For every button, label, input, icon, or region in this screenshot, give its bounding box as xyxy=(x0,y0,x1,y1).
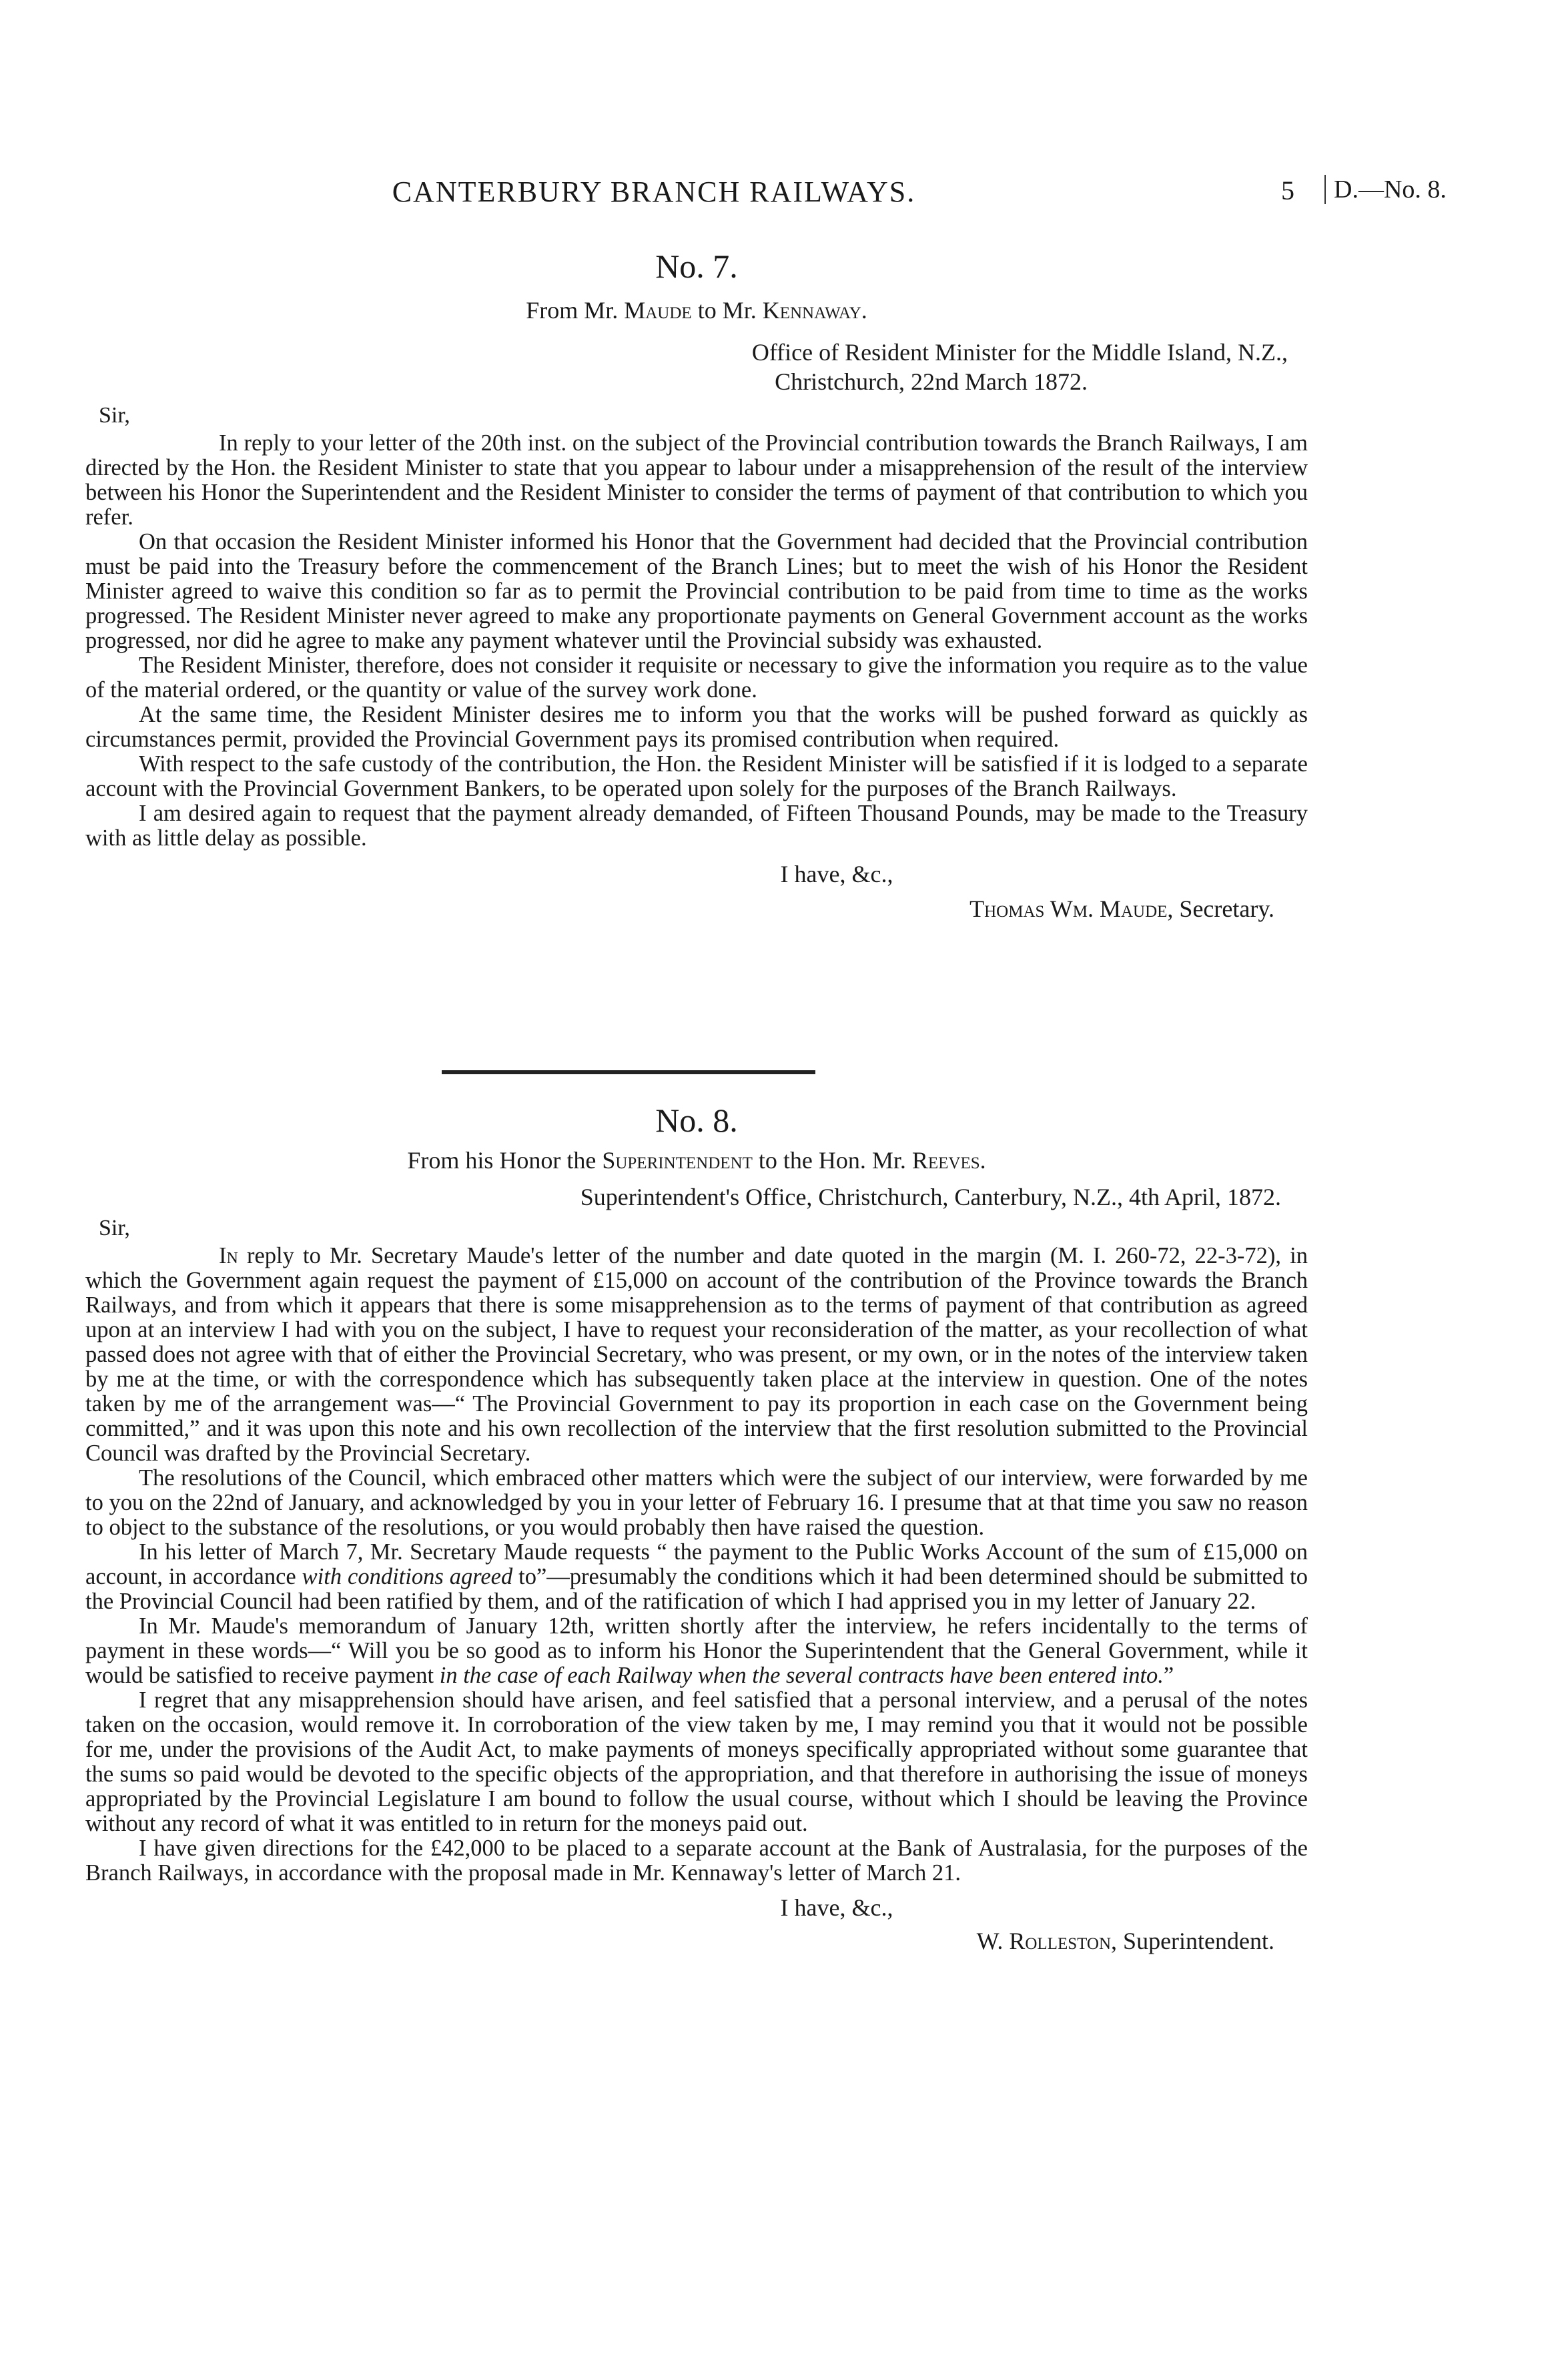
letter-7-salutation: Sir, xyxy=(99,403,130,428)
letter-8-signature: W. Rolleston, Superintendent. xyxy=(976,1928,1274,1954)
letter-7-from-line: From Mr. Maude to Mr. Kennaway. xyxy=(526,297,867,324)
letter-7-paragraph: At the same time, the Resident Minister desires me to inform you that the works will be pushed forward as quickly as circumstances permit, provided the Provincial Government pays its promised contribution when required. xyxy=(85,702,1308,752)
letter-7-paragraph: The Resident Minister, therefore, does not consider it requisite or necessary to give the information you require as to the value of the material ordered, or the quantity or value of the survey work done. xyxy=(85,653,1308,703)
letter-8-paragraph: I regret that any misapprehension should have arisen, and feel satisfied that a personal interview, and a perusal of the notes taken on the occasion, would remove it. In corroboration of the view taken by me, I may remind you that it would not be possible for me, under the provisions of the Audit Act, to make payments of moneys specifically appropriated without some guarantee that the sums so paid would be devoted to the specific objects of the appropriation, and that therefore in authorising the issue of moneys appropriated by the Provincial Legislature I am bound to follow the usual course, without which I should be leaving the Province without any record of what it was entitled to in return for the moneys paid out. xyxy=(85,1687,1308,1836)
letter-7-paragraph: In reply to your letter of the 20th inst. on the subject of the Provincial contribution towards the Branch Railways, I am directed by the Hon. the Resident Minister to state that you appear to labour under a misapprehension of the result of the interview between his Honor the Superintendent and the Resident Minister to consider the terms of payment of that contribution to which you refer. xyxy=(85,430,1308,530)
letter-7-paragraph: I am desired again to request that the payment already demanded, of Fifteen Thousand Pounds, may be made to the Treasury with as little delay as possible. xyxy=(85,801,1308,851)
letter-7-body xyxy=(85,431,1308,851)
letter-7-closing: I have, &c., xyxy=(780,861,893,887)
section-divider xyxy=(442,1070,815,1074)
running-title: CANTERBURY BRANCH RAILWAYS. xyxy=(392,175,916,208)
document-reference: D.—No. 8. xyxy=(1324,175,1447,204)
letter-7 xyxy=(85,247,1308,923)
letter-7-paragraph: With respect to the safe custody of the contribution, the Hon. the Resident Minister will be satisfied if it is lodged to a separate account with the Provincial Government Bankers, to be operated upon solely for the purposes of the Branch Railways. xyxy=(85,751,1308,801)
page-number: 5 xyxy=(1281,175,1294,206)
letter-8-body xyxy=(85,1244,1308,1886)
letter-8-closing: I have, &c., xyxy=(780,1894,893,1921)
letter-8-paragraph: In reply to Mr. Secretary Maude's letter of the number and date quoted in the margin (M. I. 260-72, 22-3-72), in which the Government again request the payment of £15,000 on account of the contribution of the Province towards the Branch Railways, and from which it appears that there is some misapprehension as to the terms of payment of that contribution as agreed upon at an interview I had with you on the subject, I have to request your reconsideration of the matter, as your recollection of what passed does not agree with that of either the Provincial Secretary, who was present, or my own, or in the notes of the interview taken by me at the time, or with the correspondence which has subsequently taken place at the interview in question. One of the notes taken by me of the arrangement was—“ The Provincial Government to pay its proportion in each case on the Government being committed,” and it was upon this note and his own recollection of the interview that the first resolution submitted to the Provincial Council was drafted by the Provincial Secretary. xyxy=(85,1243,1308,1466)
letter-8-signatory: W. Rolleston, xyxy=(976,1928,1118,1954)
letter-8-paragraph: In his letter of March 7, Mr. Secretary Maude requests “ the payment to the Public Works Account of the sum of £15,000 on account, in accordance with conditions agreed to”—presumably the conditions which it had been determined should be submitted to the Provincial Council had been ratified by them, and of the ratification of which I had apprised you in my letter of January 22. xyxy=(85,1539,1308,1614)
page-header xyxy=(0,175,1568,215)
letter-7-recipient: Kennaway. xyxy=(762,297,867,324)
letter-8-number: No. 8. xyxy=(655,1102,738,1139)
letter-8-salutation: Sir, xyxy=(99,1216,130,1240)
letter-8-sender: Superintendent xyxy=(602,1147,753,1174)
letter-8-paragraph: In Mr. Maude's memorandum of January 12th, written shortly after the interview, he refers incidentally to the terms of payment in these words—“ Will you be so good as to inform his Honor the Superintendent that the General Government, while it would be satisfied to receive payment in the case of each Railway when the several contracts have been entered into.” xyxy=(85,1613,1308,1688)
letter-8-office-line: Superintendent's Office, Christchurch, Canterbury, N.Z., 4th April, 1872. xyxy=(580,1184,1281,1210)
letter-7-paragraph: On that occasion the Resident Minister informed his Honor that the Government had decided that the Provincial contribution must be paid into the Treasury before the commencement of the Branch Lines; but to meet the wish of his Honor the Resident Minister agreed to waive this condition so far as to permit the Provincial contribution to be paid from time to time as the works progressed. The Resident Minister never agreed to make any proportionate payments on General Government account as the works progressed, nor did he agree to make any payment whatever until the Provincial subsidy was exhausted. xyxy=(85,529,1308,653)
letter-7-sender: Maude xyxy=(624,297,692,324)
letter-7-office-line: Office of Resident Minister for the Middle Island, N.Z., xyxy=(751,339,1288,366)
letter-8-recipient: Reeves. xyxy=(911,1147,986,1174)
letter-8-from-line: From his Honor the Superintendent to the Hon. Mr. Reeves. xyxy=(407,1147,986,1174)
letter-8 xyxy=(85,1101,1308,1955)
letter-7-signatory: Thomas Wm. Maude, xyxy=(969,895,1174,922)
letter-8-paragraph: I have given directions for the £42,000 to be placed to a separate account at the Bank of Australasia, for the purposes of the Branch Railways, in accordance with the proposal made in Mr. Kennaway's letter of March 21. xyxy=(85,1836,1308,1886)
letter-7-signature: Thomas Wm. Maude, Secretary. xyxy=(969,895,1274,922)
letter-7-number: No. 7. xyxy=(655,248,738,285)
letter-8-paragraph: The resolutions of the Council, which embraced other matters which were the subject of our interview, were forwarded by me to you on the 22nd of January, and acknowledged by you in your letter of February 16. I presume that at that time you saw no reason to object to the substance of the resolutions, or you would probably then have raised the question. xyxy=(85,1465,1308,1540)
letter-7-date-line: Christchurch, 22nd March 1872. xyxy=(775,368,1088,395)
